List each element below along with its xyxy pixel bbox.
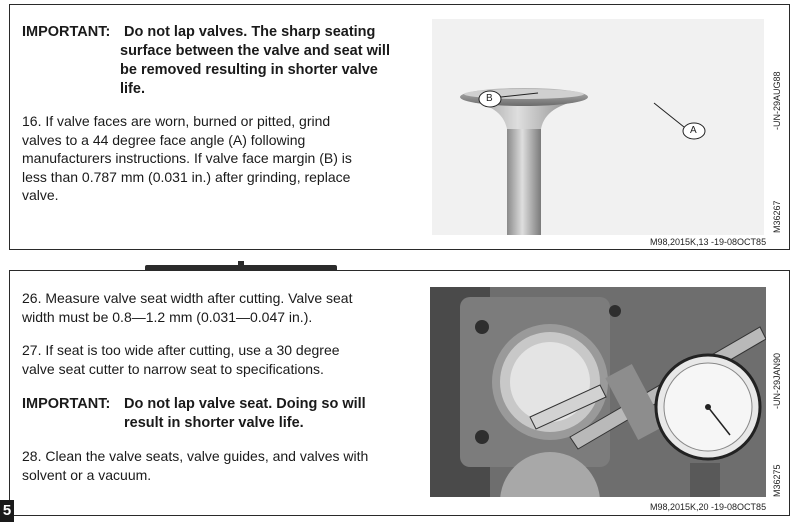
step-26-text: 26. Measure valve seat width after cutting. Valve seat width must be 0.8—1.2 mm (0.031—0.047 in.).: [22, 290, 353, 325]
figure-reference: M98,2015K,20 -19-08OCT85: [650, 502, 767, 512]
step-28-text: 28. Clean the valve seats, valve guides, and valves with solvent or a vacuum.: [22, 448, 369, 483]
important-label: IMPORTANT:: [22, 24, 111, 40]
valve-illustration: [432, 19, 764, 235]
step-16-text: 16. If valve faces are worn, burned or pitted, grind valves to a 44 degree face angle (A) following manufacturers instructions. If valve face margin (B) is less than 0.787 mm (0.031 in.) after grinding, replace valve.: [22, 113, 352, 203]
important-notice-valve-seat: [22, 395, 422, 435]
important-notice-valves: [22, 23, 422, 103]
important-line: Do not lap valves. The sharp seating: [124, 24, 376, 40]
important-label: IMPORTANT:: [22, 396, 111, 412]
figure-reference: M98,2015K,13 -19-08OCT85: [650, 237, 767, 247]
top-instruction-panel: [9, 4, 790, 250]
figure-side-code: M36275: [772, 464, 782, 497]
important-line: be removed resulting in shorter valve: [120, 62, 378, 78]
figure-side-code: -UN-29JAN90: [772, 352, 782, 409]
section-divider-notch: [238, 261, 244, 267]
bottom-instruction-panel: [9, 270, 790, 516]
page-number: 5: [0, 500, 14, 522]
figure-side-code: -UN-29AUG88: [772, 71, 782, 130]
callout-b-label: B: [486, 93, 493, 104]
figure-side-code: M36267: [772, 200, 782, 233]
step-27-text: 27. If seat is too wide after cutting, use a 30 degree valve seat cutter to narrow seat to specifications.: [22, 342, 340, 377]
important-line: surface between the valve and seat will: [120, 43, 390, 59]
callout-a-label: A: [690, 125, 697, 136]
important-line: life.: [120, 81, 145, 97]
valve-face-photo: [432, 19, 764, 235]
valve-seat-measurement-photo: [430, 287, 766, 497]
important-line: result in shorter valve life.: [124, 415, 304, 431]
important-line: Do not lap valve seat. Doing so will: [124, 396, 366, 412]
caliper-illustration: [430, 287, 766, 497]
